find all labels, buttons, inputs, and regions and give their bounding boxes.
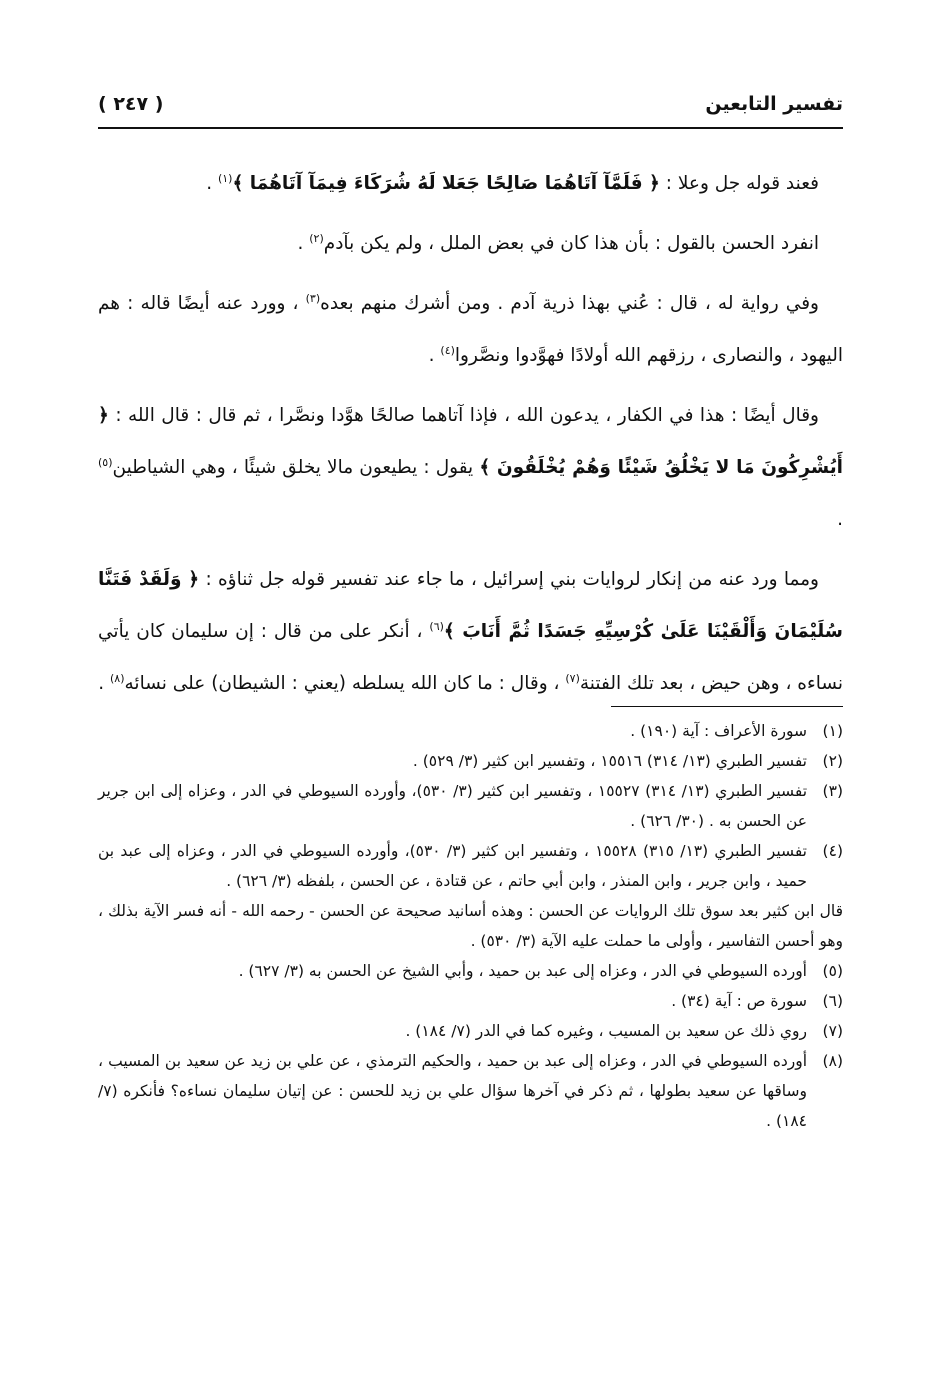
footnote-8 xyxy=(98,1046,843,1136)
footnote-7 xyxy=(98,1016,843,1046)
footnote-number: (٣) xyxy=(822,782,843,800)
footnote-text: أورده السيوطي في الدر ، وعزاه إلى عبد بن حميد ، وأبي الشيخ عن الحسن به (٣/ ٦٢٧) . xyxy=(238,962,807,980)
main-text xyxy=(98,158,843,718)
paragraph-text: . xyxy=(428,345,441,366)
header-divider xyxy=(98,127,843,129)
footnote-number: (٢) xyxy=(822,752,843,770)
quran-verse: ﴿ وَلَقَدْ فَتَنَّا سُلَيْمَانَ وَأَلْقَيْنَا عَلَىٰ كُرْسِيِّهِ جَسَدًا ثُمَّ أَنَابَ ﴾ xyxy=(98,569,843,642)
footnotes xyxy=(98,716,843,1136)
footnote-text: تفسير الطبري (١٣/ ٣١٤) ١٥٥٢٧ ، وتفسير ابن كثير (٣/ ٥٣٠)، وأورده السيوطي في الدر ، وعزاه إلى ابن جرير عن الحسن به . (٣٠/ ٦٢٦) . xyxy=(98,782,808,830)
paragraph-text: ومما ورد عنه من إنكار لروايات بني إسرائيل ، ما جاء عند تفسير قوله جل ثناؤه : xyxy=(199,569,819,590)
footnote-1 xyxy=(98,716,843,746)
footnote-ref: (٤) xyxy=(440,343,455,357)
page-number: ( ٢٤٧ ) xyxy=(98,93,164,115)
paragraph-1 xyxy=(98,158,843,210)
footnote-number: (٧) xyxy=(822,1022,843,1040)
footnote-number: (٦) xyxy=(822,992,843,1010)
footnote-number: (٥) xyxy=(822,962,843,980)
paragraph-text: . xyxy=(837,509,843,530)
footnote-ref: (٢) xyxy=(309,231,324,245)
quran-verse: ﴿ فَلَمَّآ آتَاهُمَا صَالِحًا جَعَلا لَهُ شُرَكَاءَ فِيمَآ آتَاهُمَا ﴾ xyxy=(232,173,660,194)
footnote-ref: (١) xyxy=(217,171,233,185)
paragraph-5 xyxy=(98,554,843,710)
paragraph-text: وقال أيضًا : هذا في الكفار ، يدعون الله ، فإذا آتاهما صالحًا هوَّدا ونصَّرا ، ثم قال : قال الله : xyxy=(108,405,819,426)
footnote-text: تفسير الطبري (١٣/ ٣١٤) ١٥٥١٦ ، وتفسير ابن كثير (٣/ ٥٢٩) . xyxy=(412,752,807,770)
paragraph-2 xyxy=(98,218,843,270)
footnote-text: تفسير الطبري (١٣/ ٣١٥) ١٥٥٢٨ ، وتفسير ابن كثير (٣/ ٥٣٠)، وأورده السيوطي في الدر ، وعزاه إلى عبد بن حميد ، وابن جرير ، وابن المنذر ، وابن أبي حاتم ، عن قتادة ، عن الحسن ، بلفظه (٣/ ٦٢٦) . xyxy=(98,842,807,890)
quran-verse: ﴿ أَيُشْرِكُونَ مَا لا يَخْلُقُ شَيْئًا وَهُمْ يُخْلَقُونَ ﴾ xyxy=(98,405,843,478)
footnote-text: سورة الأعراف : آية (١٩٠) . xyxy=(630,722,807,740)
paragraph-text: . xyxy=(98,673,110,694)
paragraph-text: وفي رواية له ، قال : عُني بهذا ذرية آدم . ومن أشرك منهم بعده xyxy=(320,293,819,314)
footnote-number: (٤) xyxy=(822,842,843,860)
footnote-divider xyxy=(611,706,843,707)
paragraph-4 xyxy=(98,390,843,546)
paragraph-text: فعند قوله جل وعلا : xyxy=(659,173,819,194)
paragraph-text: . xyxy=(206,173,218,194)
footnote-ref: (٧) xyxy=(565,671,580,685)
footnote-3 xyxy=(98,776,843,836)
running-title: تفسير التابعين xyxy=(705,93,843,115)
footnote-number: (٨) xyxy=(822,1052,843,1070)
footnote-ref: (٣) xyxy=(305,291,321,305)
footnote-text: سورة ص : آية (٣٤) . xyxy=(671,992,807,1010)
paragraph-3 xyxy=(98,278,843,382)
footnote-ref: (٥) xyxy=(98,455,113,469)
footnote-number: (١) xyxy=(822,722,843,740)
footnote-6 xyxy=(98,986,843,1016)
paragraph-text: انفرد الحسن بالقول : بأن هذا كان في بعض الملل ، ولم يكن بآدم xyxy=(323,233,819,254)
footnote-2 xyxy=(98,746,843,776)
footnote-text: أورده السيوطي في الدر ، وعزاه إلى عبد بن حميد ، والحكيم الترمذي ، عن علي بن زيد عن سعيد بن المسيب ، وساقها عن سعيد بطولها ، ثم ذكر في آخرها سؤال علي بن زيد للحسن : عن إتيان سليمان نساءه؟ فأنكره (٧/ ١٨٤) . xyxy=(98,1052,807,1130)
footnote-ref: (٦) xyxy=(429,619,444,633)
footnote-4 xyxy=(98,836,843,896)
paragraph-text: ، وقال : ما كان الله يسلطه (يعني : الشيطان) على نسائه xyxy=(124,673,566,694)
footnote-ref: (٨) xyxy=(110,671,125,685)
footnote-note: قال ابن كثير بعد سوق تلك الروايات عن الحسن : وهذه أسانيد صحيحة عن الحسن - رحمه الله - أنه فسر الآية بذلك ، وهو أحسن التفاسير ، وأولى ما حملت عليه الآية (٣/ ٥٣٠) . xyxy=(98,902,843,950)
paragraph-text: ، أنكر على من قال : إن سليمان كان يأتي نساءه ، وهن حيض ، بعد تلك الفتنة xyxy=(98,621,843,694)
paragraph-text: . xyxy=(297,233,310,254)
footnote-5 xyxy=(98,956,843,986)
paragraph-text: يقول : يطيعون مالا يخلق شيئًا ، وهي الشياطين xyxy=(112,457,480,478)
paragraph-text: ، وورد عنه أيضًا قاله : هم اليهود ، والنصارى ، رزقهم الله أولادًا فهوَّدوا ونصَّروا xyxy=(98,293,843,366)
footnote-text: روي ذلك عن سعيد بن المسيب ، وغيره كما في الدر (٧/ ١٨٤) . xyxy=(405,1022,807,1040)
